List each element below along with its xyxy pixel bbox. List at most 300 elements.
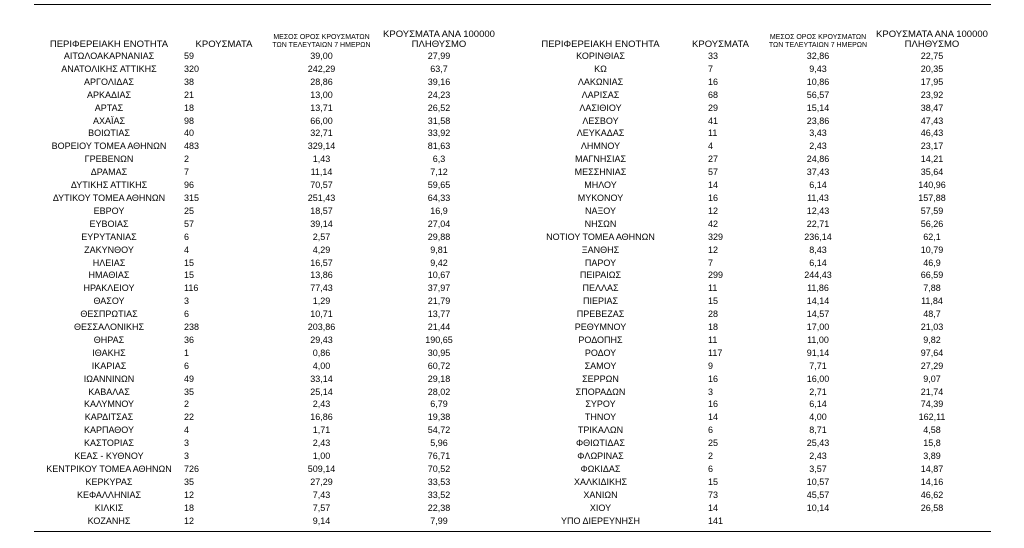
cell-cases: 2 — [708, 451, 714, 462]
cell-region: ΖΑΚΥΝΘΟΥ — [84, 244, 134, 255]
cell-per100k: 15,8 — [923, 438, 941, 449]
cell-per100k: 14,21 — [920, 154, 944, 165]
cell-avg7: 236,14 — [804, 231, 832, 242]
cell-cases: 11 — [708, 128, 718, 139]
cell-region: ΘΗΡΑΣ — [93, 334, 125, 345]
cell-per100k: 47,43 — [920, 115, 944, 126]
cell-avg7: 14,14 — [806, 296, 830, 307]
cell-region: ΠΕΙΡΑΙΩΣ — [579, 270, 622, 281]
header-avg7 — [264, 28, 379, 50]
cell-avg7: 70,57 — [310, 180, 333, 191]
cell-per100k: 9,82 — [923, 334, 941, 345]
cell-avg7: 4,29 — [312, 244, 331, 255]
header-region: ΠΕΡΙΦΕΡΕΙΑΚΗ ΕΝΟΤΗΤΑ — [49, 39, 169, 50]
cell-per100k: 3,89 — [923, 451, 941, 462]
cell-region: ΔΥΤΙΚΗΣ ΑΤΤΙΚΗΣ — [70, 180, 148, 191]
cell-region: ΦΛΩΡΙΝΑΣ — [577, 451, 624, 462]
cell-avg7: 17,00 — [806, 322, 830, 333]
cell-cases: 3 — [184, 296, 190, 307]
cell-cases: 40 — [184, 128, 195, 139]
cell-avg7: 77,43 — [310, 283, 333, 294]
cell-per100k: 162,11 — [918, 412, 946, 423]
cell-cases: 38 — [184, 76, 195, 87]
cell-per100k: 74,39 — [920, 399, 944, 410]
cell-region: ΔΡΑΜΑΣ — [90, 167, 128, 178]
cell-cases: 6 — [708, 464, 714, 474]
cell-per100k: 26,52 — [427, 102, 451, 113]
table-row — [34, 89, 499, 102]
cell-per100k: 20,35 — [920, 63, 944, 74]
cell-cases: 28 — [708, 309, 719, 320]
table-row — [523, 502, 991, 515]
table-row — [34, 244, 499, 257]
cell-per100k: 64,33 — [427, 192, 451, 203]
cell-per100k: 33,92 — [427, 128, 451, 139]
cell-avg7: 32,71 — [310, 128, 333, 139]
cell-region: ΑΧΑΪΑΣ — [92, 115, 126, 126]
cell-per100k: 38,47 — [920, 102, 944, 113]
cell-cases: 3 — [184, 438, 190, 449]
cell-per100k: 33,53 — [427, 476, 451, 487]
cell-per100k: 9,07 — [923, 373, 941, 384]
table-row — [34, 437, 499, 450]
cell-region: ΚΕΑΣ - ΚΥΘΝΟΥ — [74, 451, 144, 462]
cell-per100k: 14,16 — [920, 476, 944, 487]
cell-region: ΧΑΛΚΙΔΙΚΗΣ — [573, 476, 628, 487]
cell-avg7: 3,43 — [809, 128, 827, 139]
cell-avg7: 1,29 — [312, 296, 331, 307]
cell-per100k: 16,9 — [430, 205, 448, 216]
table-row — [34, 140, 499, 153]
table-row — [523, 231, 991, 244]
cell-region: ΛΑΣΙΘΙΟΥ — [579, 102, 622, 113]
cell-avg7: 25,43 — [806, 438, 830, 449]
cell-per100k: 29,88 — [427, 231, 451, 242]
cell-region: ΛΑΚΩΝΙΑΣ — [577, 76, 624, 87]
cell-avg7: 2,43 — [312, 399, 331, 410]
cell-region: ΤΡΙΚΑΛΩΝ — [577, 425, 624, 436]
cell-region: ΛΕΥΚΑΔΑΣ — [576, 128, 625, 139]
cell-region: ΠΑΡΟΥ — [584, 257, 617, 268]
cell-per100k: 35,64 — [920, 167, 944, 178]
cell-region: ΗΜΑΘΙΑΣ — [88, 270, 130, 281]
cell-avg7: 32,86 — [806, 51, 830, 61]
cell-cases: 96 — [184, 180, 195, 191]
cell-cases: 315 — [184, 192, 200, 203]
header-avg7-line2: ΤΩΝ ΤΕΛΕΥΤΑΙΩΝ 7 ΗΜΕΡΩΝ — [272, 42, 371, 49]
cell-avg7: 11,14 — [310, 167, 333, 178]
cell-cases: 14 — [708, 412, 719, 423]
cell-avg7: 203,86 — [307, 322, 336, 333]
cell-avg7: 4,00 — [809, 412, 827, 423]
cell-avg7: 1,71 — [312, 425, 331, 436]
cell-cases: 27 — [708, 154, 719, 165]
cell-cases: 4 — [184, 244, 190, 255]
header-avg7-line1: ΜΕΣΟΣ ΟΡΟΣ ΚΡΟΥΣΜΑΤΩΝ — [769, 34, 867, 41]
cell-cases: 11 — [708, 283, 718, 294]
cell-avg7: 7,43 — [312, 489, 331, 500]
cell-region: ΚΑΣΤΟΡΙΑΣ — [84, 438, 134, 449]
cell-region: ΚΑΡΔΙΤΣΑΣ — [84, 412, 134, 423]
cell-avg7: 16,86 — [310, 412, 333, 423]
table-row — [34, 450, 499, 463]
cell-per100k: 11,84 — [921, 296, 943, 307]
cell-region: ΚΟΖΑΝΗΣ — [87, 515, 131, 526]
cell-region: ΥΠΟ ΔΙΕΡΕΥΝΗΣΗ — [560, 515, 641, 526]
table-row — [34, 102, 499, 115]
cell-avg7: 329,14 — [307, 141, 336, 152]
cell-per100k: 21,74 — [920, 386, 944, 397]
cell-avg7: 7,57 — [312, 502, 331, 513]
cell-cases: 35 — [184, 476, 195, 487]
cell-avg7: 22,71 — [806, 218, 830, 229]
cell-avg7: 9,43 — [809, 63, 827, 74]
cell-cases: 6 — [184, 360, 190, 371]
cell-cases: 15 — [184, 257, 195, 268]
cell-per100k: 27,99 — [427, 51, 451, 61]
cell-per100k: 27,04 — [427, 218, 451, 229]
cell-per100k: 7,12 — [430, 167, 448, 178]
table-row — [523, 321, 991, 334]
cell-cases: 3 — [184, 451, 190, 462]
cell-per100k: 7,99 — [430, 515, 448, 526]
cell-region: ΙΚΑΡΙΑΣ — [91, 360, 127, 371]
table-row — [523, 463, 991, 476]
cell-cases: 25 — [184, 205, 195, 216]
cell-per100k: 31,58 — [427, 115, 451, 126]
cell-per100k: 157,88 — [918, 192, 946, 203]
cell-cases: 35 — [184, 386, 195, 397]
table-row — [523, 515, 991, 528]
left-table — [34, 28, 499, 528]
cell-per100k: 76,71 — [427, 451, 451, 462]
table-row — [34, 127, 499, 140]
cell-cases: 16 — [708, 373, 719, 384]
header-avg7 — [763, 28, 873, 50]
cell-avg7: 2,43 — [809, 451, 827, 462]
table-row — [523, 450, 991, 463]
cell-region: ΝΗΣΩΝ — [584, 218, 617, 229]
table-row — [523, 257, 991, 270]
cell-per100k: 26,58 — [920, 502, 944, 513]
cell-cases: 299 — [708, 270, 724, 281]
cell-per100k: 60,72 — [427, 360, 451, 371]
cell-per100k: 9,81 — [430, 244, 448, 255]
table-row — [523, 347, 991, 360]
cell-avg7: 15,14 — [806, 102, 830, 113]
cell-avg7: 2,71 — [809, 386, 827, 397]
cell-avg7: 6,14 — [809, 180, 827, 191]
cell-region: ΗΛΕΙΑΣ — [92, 257, 126, 268]
header-per100k — [873, 28, 991, 50]
cell-cases: 6 — [184, 309, 190, 320]
cell-cases: 7 — [708, 257, 714, 268]
cell-region: ΕΥΡΥΤΑΝΙΑΣ — [81, 231, 137, 242]
cell-per100k: 97,64 — [920, 347, 944, 358]
table-row — [34, 179, 499, 192]
cell-per100k: 33,52 — [427, 489, 451, 500]
cell-region: ΡΕΘΥΜΝΟΥ — [574, 322, 627, 333]
cell-region: ΑΝΑΤΟΛΙΚΗΣ ΑΤΤΙΚΗΣ — [61, 63, 157, 74]
cell-per100k: 140,96 — [918, 180, 946, 191]
cell-avg7: 6,14 — [809, 399, 827, 410]
left-table-body — [34, 50, 499, 528]
cell-region: ΚΑΒΑΛΑΣ — [88, 386, 130, 397]
cell-region: ΕΥΒΟΙΑΣ — [89, 218, 129, 229]
cell-per100k: 56,26 — [920, 218, 944, 229]
cell-per100k: 46,62 — [920, 489, 944, 500]
cell-avg7: 13,86 — [310, 270, 333, 281]
cell-cases: 18 — [708, 322, 719, 333]
cell-avg7: 1,43 — [312, 154, 331, 165]
cell-per100k: 10,67 — [427, 270, 451, 281]
cell-cases: 12 — [184, 489, 195, 500]
cell-cases: 6 — [708, 425, 714, 436]
left-header-row — [34, 28, 499, 50]
table-row — [523, 50, 991, 63]
table-row — [34, 115, 499, 128]
table-row — [523, 424, 991, 437]
table-row — [523, 102, 991, 115]
cell-avg7: 13,00 — [310, 89, 333, 100]
cell-cases: 2 — [184, 399, 190, 410]
cell-per100k: 22,75 — [920, 51, 944, 61]
table-row — [34, 218, 499, 231]
table-row — [523, 244, 991, 257]
cell-avg7: 2,43 — [809, 141, 827, 152]
cell-avg7: 16,57 — [310, 257, 333, 268]
table-row — [34, 373, 499, 386]
cell-avg7: 2,43 — [312, 438, 331, 449]
cell-avg7: 66,00 — [310, 115, 333, 126]
cell-avg7: 509,14 — [307, 464, 336, 474]
table-row — [523, 140, 991, 153]
cell-cases: 42 — [708, 218, 719, 229]
cell-cases: 2 — [184, 154, 190, 165]
cell-region: ΘΕΣΣΑΛΟΝΙΚΗΣ — [73, 322, 145, 333]
table-row — [523, 411, 991, 424]
cell-avg7 — [763, 515, 873, 528]
cell-cases: 15 — [708, 296, 719, 307]
cell-region: ΚΩ — [594, 63, 607, 74]
cell-avg7: 11,00 — [807, 334, 829, 345]
table-row — [523, 89, 991, 102]
cell-cases: 59 — [184, 51, 195, 61]
cell-region: ΚΑΡΠΑΘΟΥ — [83, 425, 135, 436]
cell-region: ΒΟΡΕΙΟΥ ΤΟΜΕΑ ΑΘΗΝΩΝ — [51, 141, 167, 152]
cell-avg7: 11,86 — [807, 283, 829, 294]
table-row — [34, 334, 499, 347]
cell-avg7: 1,00 — [312, 451, 331, 462]
cell-region: ΑΙΤΩΛΟΑΚΑΡΝΑΝΙΑΣ — [63, 51, 155, 61]
cell-region: ΠΡΕΒΕΖΑΣ — [576, 309, 625, 320]
cell-cases: 7 — [708, 63, 714, 74]
cell-region: ΣΑΜΟΥ — [584, 360, 617, 371]
cell-cases: 14 — [708, 180, 719, 191]
cell-cases: 12 — [184, 515, 195, 526]
table-row — [34, 386, 499, 399]
cell-avg7: 244,43 — [804, 270, 832, 281]
table-row — [523, 192, 991, 205]
table-row — [523, 489, 991, 502]
table-row — [523, 127, 991, 140]
cell-cases: 36 — [184, 334, 195, 345]
cell-per100k: 9,42 — [430, 257, 448, 268]
cell-avg7: 242,29 — [307, 63, 336, 74]
cell-avg7: 2,57 — [312, 231, 331, 242]
cell-avg7: 39,00 — [310, 51, 333, 61]
cell-per100k: 37,97 — [427, 283, 451, 294]
cell-per100k: 22,38 — [427, 502, 451, 513]
cell-avg7: 39,14 — [310, 218, 333, 229]
table-row — [34, 295, 499, 308]
cell-avg7: 0,86 — [312, 347, 331, 358]
cell-cases: 726 — [184, 464, 200, 474]
table-row — [34, 76, 499, 89]
cell-avg7: 23,86 — [806, 115, 830, 126]
cell-region: ΚΑΛΥΜΝΟΥ — [83, 399, 135, 410]
table-row — [523, 269, 991, 282]
table-row — [34, 257, 499, 270]
table-row — [34, 489, 499, 502]
cell-region: ΠΙΕΡΙΑΣ — [582, 296, 619, 307]
cell-per100k: 6,3 — [432, 154, 446, 165]
table-row — [523, 373, 991, 386]
cell-cases: 7 — [184, 167, 190, 178]
table-row — [523, 476, 991, 489]
cell-region: ΙΘΑΚΗΣ — [92, 347, 126, 358]
header-avg7-line2: ΤΩΝ ΤΕΛΕΥΤΑΙΩΝ 7 ΗΜΕΡΩΝ — [768, 42, 868, 49]
header-avg7-line1: ΜΕΣΟΣ ΟΡΟΣ ΚΡΟΥΣΜΑΤΩΝ — [273, 34, 370, 41]
cell-cases: 41 — [708, 115, 719, 126]
cell-avg7: 13,71 — [310, 102, 333, 113]
cell-region: ΓΡΕΒΕΝΩΝ — [84, 154, 134, 165]
cell-region: ΧΙΟΥ — [589, 502, 612, 513]
cell-cases: 15 — [184, 270, 195, 281]
cell-avg7: 14,57 — [806, 309, 830, 320]
cell-region: ΘΕΣΠΡΩΤΙΑΣ — [80, 309, 138, 320]
table-row — [523, 334, 991, 347]
table-row — [34, 192, 499, 205]
table-row — [34, 360, 499, 373]
header-per100k — [379, 28, 499, 50]
cell-region: ΦΩΚΙΔΑΣ — [580, 464, 621, 474]
cell-cases: 98 — [184, 115, 195, 126]
cell-region: ΘΑΣΟΥ — [93, 296, 125, 307]
cell-avg7: 45,57 — [806, 489, 830, 500]
header-region: ΠΕΡΙΦΕΡΕΙΑΚΗ ΕΝΟΤΗΤΑ — [541, 39, 660, 50]
cell-region: ΑΡΚΑΔΙΑΣ — [86, 89, 132, 100]
cell-cases: 6 — [184, 231, 190, 242]
cell-avg7: 27,29 — [310, 476, 333, 487]
cell-region: ΣΕΡΡΩΝ — [582, 373, 619, 384]
cell-region: ΧΑΝΙΩΝ — [583, 489, 618, 500]
table-row — [34, 308, 499, 321]
table-row — [34, 515, 499, 528]
cell-avg7: 25,14 — [310, 386, 333, 397]
table-row — [523, 166, 991, 179]
cell-per100k: 21,44 — [427, 322, 451, 333]
cell-per100k: 62,1 — [923, 231, 941, 242]
cell-cases: 12 — [708, 205, 719, 216]
bottom-rule — [34, 531, 991, 532]
cell-per100k: 29,18 — [427, 373, 451, 384]
cell-cases: 33 — [708, 51, 719, 61]
table-row — [34, 347, 499, 360]
cell-cases: 9 — [708, 360, 714, 371]
cell-region: ΜΥΚΟΝΟΥ — [577, 192, 624, 203]
cell-cases: 16 — [708, 399, 719, 410]
cell-cases: 73 — [708, 489, 719, 500]
table-row — [34, 411, 499, 424]
cell-avg7: 11,43 — [807, 192, 829, 203]
cell-region: ΚΕΡΚΥΡΑΣ — [85, 476, 133, 487]
table-row — [34, 321, 499, 334]
cell-region: ΛΑΡΙΣΑΣ — [581, 89, 620, 100]
table-row — [523, 63, 991, 76]
cell-cases: 12 — [708, 244, 719, 255]
cell-avg7: 10,86 — [806, 76, 830, 87]
cell-avg7: 18,57 — [310, 205, 333, 216]
cell-per100k: 7,88 — [923, 283, 941, 294]
right-table-body — [523, 50, 991, 528]
table-row — [34, 205, 499, 218]
cell-region: ΝΑΞΟΥ — [584, 205, 617, 216]
cell-avg7: 37,43 — [806, 167, 830, 178]
cell-region: ΡΟΔΟΥ — [584, 347, 617, 358]
cell-region: ΜΕΣΣΗΝΙΑΣ — [574, 167, 627, 178]
table-row — [523, 295, 991, 308]
table-row — [34, 269, 499, 282]
cell-per100k: 46,9 — [923, 257, 941, 268]
cell-avg7: 10,14 — [806, 502, 830, 513]
cell-per100k: 28,02 — [427, 386, 451, 397]
header-per100k-line1: ΚΡΟΥΣΜΑΤΑ ΑΝΑ 100000 — [876, 29, 988, 40]
cell-cases: 320 — [184, 63, 200, 74]
cell-region: ΡΟΔΟΠΗΣ — [578, 334, 623, 345]
cell-avg7: 6,14 — [809, 257, 827, 268]
cell-cases: 238 — [184, 322, 200, 333]
cell-cases: 4 — [708, 141, 714, 152]
cell-region: ΚΕΝΤΡΙΚΟΥ ΤΟΜΕΑ ΑΘΗΝΩΝ — [46, 464, 172, 474]
cell-region: ΛΗΜΝΟΥ — [580, 141, 621, 152]
cell-per100k: 63,7 — [430, 63, 448, 74]
cell-cases: 57 — [184, 218, 195, 229]
cell-per100k: 14,87 — [920, 464, 944, 474]
cell-avg7: 16,00 — [806, 373, 830, 384]
cell-region: ΛΕΣΒΟΥ — [582, 115, 619, 126]
cell-region: ΜΗΛΟΥ — [584, 180, 617, 191]
table-row — [523, 437, 991, 450]
header-per100k-line2: ΠΛΗΘΥΣΜΟ — [904, 39, 960, 50]
table-row — [34, 166, 499, 179]
cell-cases: 11 — [708, 334, 718, 345]
cell-region: ΣΥΡΟΥ — [585, 399, 616, 410]
cell-avg7: 10,57 — [806, 476, 830, 487]
cell-per100k: 66,59 — [920, 270, 944, 281]
cell-region: ΙΩΑΝΝΙΝΩΝ — [83, 373, 135, 384]
cell-cases: 57 — [708, 167, 719, 178]
cell-per100k: 57,59 — [920, 205, 944, 216]
cell-cases: 4 — [184, 425, 190, 436]
cell-per100k: 23,17 — [920, 141, 944, 152]
cell-per100k: 6,79 — [430, 399, 448, 410]
cell-per100k: 4,58 — [923, 425, 941, 436]
cell-region: ΚΙΛΚΙΣ — [94, 502, 124, 513]
table-row — [34, 153, 499, 166]
cell-avg7: 8,71 — [809, 425, 827, 436]
cell-cases: 29 — [708, 102, 719, 113]
